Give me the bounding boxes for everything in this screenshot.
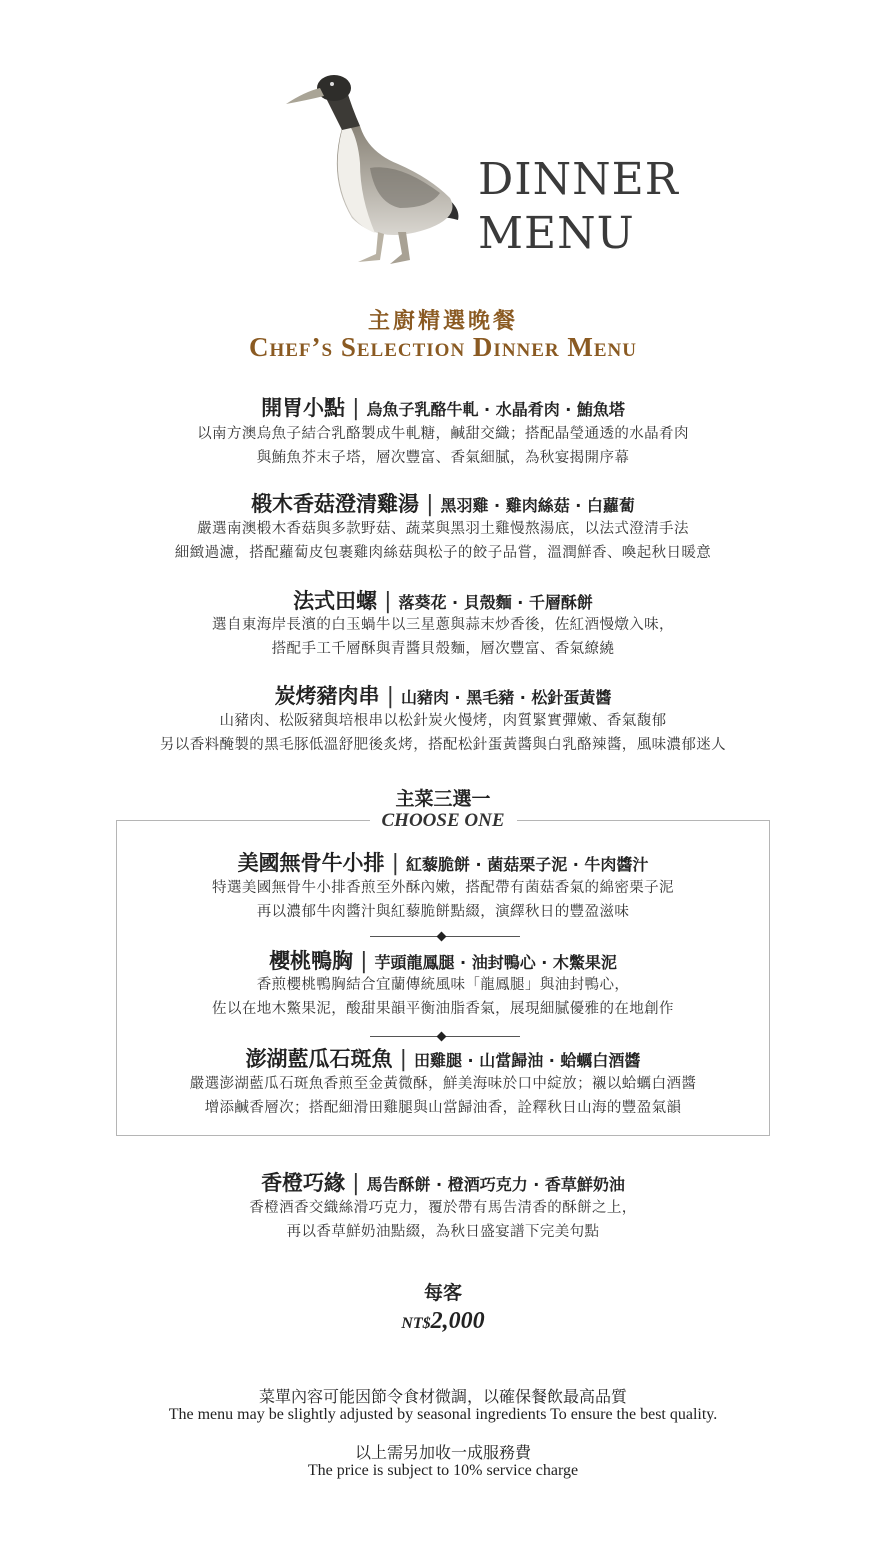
separator: | bbox=[386, 684, 394, 709]
dish-name: 開胃小點 bbox=[261, 396, 346, 420]
course-title bbox=[0, 585, 886, 615]
price-amount: 2,000 bbox=[430, 1308, 485, 1334]
separator: | bbox=[352, 396, 360, 421]
dish-description: 佐以在地木鱉果泥，酸甜果韻平衡油脂香氣，展現細膩優雅的在地創作 bbox=[212, 1001, 674, 1017]
dish-components: 馬告酥餅 · 橙酒巧克力 · 香草鮮奶油 bbox=[366, 1175, 625, 1194]
dish-description: 嚴選南澳椴木香菇與多款野菇、蔬菜與黑羽土雞慢熬湯底，以法式澄清手法 bbox=[197, 521, 689, 537]
course-title bbox=[0, 680, 886, 710]
dish-description: 細緻過濾，搭配蘿蔔皮包裹雞肉絲菇與松子的餃子品嘗，溫潤鮮香、喚起秋日暖意 bbox=[174, 545, 712, 561]
course-title bbox=[0, 488, 886, 518]
subtitle-zh: 主廚精選晚餐 bbox=[367, 309, 518, 334]
dish-description: 與鮪魚芥末子塔，層次豐富、香氣細膩，為秋宴揭開序幕 bbox=[256, 450, 630, 466]
separator: | bbox=[352, 1171, 360, 1196]
dish-description: 以南方澳烏魚子結合乳酪製成牛軋糖，鹹甜交織；搭配晶瑩通透的水晶肴肉 bbox=[197, 426, 689, 442]
dish-components: 芋頭龍鳳腿 · 油封鴨心 · 木鱉果泥 bbox=[374, 953, 617, 972]
title-menu: MENU bbox=[478, 208, 635, 259]
title-dinner: DINNER bbox=[478, 154, 679, 205]
dish-components: 山豬肉 · 黑毛豬 · 松針蛋黃醬 bbox=[400, 688, 612, 707]
dish-components: 紅藜脆餅 · 菌菇栗子泥 · 牛肉醬汁 bbox=[405, 855, 649, 874]
dish-description: 搭配手工千層酥與青醬貝殼麵，層次豐富、香氣繚繞 bbox=[271, 641, 615, 657]
dish-name: 櫻桃鴨胸 bbox=[269, 949, 354, 973]
dish-name: 香橙巧緣 bbox=[261, 1171, 346, 1195]
mains-heading-en-wrap bbox=[0, 810, 886, 832]
dish-description: 增添鹹香層次；搭配細滑田雞腿與山當歸油香，詮釋秋日山海的豐盈氣韻 bbox=[204, 1100, 682, 1116]
dish-description: 特選美國無骨牛小排香煎至外酥內嫩，搭配帶有菌菇香氣的綿密栗子泥 bbox=[212, 880, 674, 896]
separator: | bbox=[426, 492, 434, 517]
price-label: 每客 bbox=[423, 1282, 462, 1304]
course-title bbox=[0, 392, 886, 422]
mains-heading-zh: 主菜三選一 bbox=[395, 788, 491, 810]
duck-illustration bbox=[280, 68, 470, 268]
dish-description: 再以濃郁牛肉醬汁與紅藜脆餅點綴，演繹秋日的豐盈滋味 bbox=[256, 904, 630, 920]
dish-components: 落葵花 · 貝殼麵 · 千層酥餅 bbox=[398, 593, 593, 612]
dish-name: 椴木香菇澄清雞湯 bbox=[251, 492, 420, 516]
dish-name: 法式田螺 bbox=[293, 589, 378, 613]
dish-description: 另以香料醃製的黑毛豚低溫舒肥後炙烤，搭配松針蛋黃醬與白乳酪辣醬，風味濃郁迷人 bbox=[159, 737, 727, 753]
main-title bbox=[0, 945, 886, 975]
dish-components: 烏魚子乳酪牛軋 · 水晶肴肉 · 鮪魚塔 bbox=[366, 400, 625, 419]
price-currency: NT$ bbox=[401, 1315, 431, 1332]
dish-name: 澎湖藍瓜石斑魚 bbox=[245, 1047, 393, 1071]
price-value bbox=[0, 1308, 886, 1335]
dish-description: 選自東海岸長濱的白玉蝸牛以三星蔥與蒜末炒香後，佐紅酒慢燉入味， bbox=[212, 617, 674, 633]
dish-components: 黑羽雞 · 雞肉絲菇 · 白蘿蔔 bbox=[440, 496, 635, 515]
main-title bbox=[0, 1043, 886, 1073]
dish-components: 田雞腿 · 山當歸油 · 蛤蠣白酒醬 bbox=[413, 1051, 641, 1070]
dish-name: 炭烤豬肉串 bbox=[274, 684, 380, 708]
note-adjust-en: The menu may be slightly adjusted by seasonal ingredients To ensure the best quality. bbox=[168, 1406, 718, 1423]
note-adjust-zh: 菜單內容可能因節令食材微調，以確保餐飲最高品質 bbox=[258, 1387, 627, 1406]
dish-description: 嚴選澎湖藍瓜石斑魚香煎至金黃微酥，鮮美海味於口中綻放；襯以蛤蠣白酒醬 bbox=[189, 1076, 697, 1092]
dessert-title bbox=[0, 1167, 886, 1197]
note-service-zh: 以上需另加收一成服務費 bbox=[354, 1443, 531, 1462]
separator: | bbox=[399, 1047, 407, 1072]
main-title bbox=[0, 847, 886, 877]
dish-description: 香煎櫻桃鴨胸結合宜蘭傳統風味「龍鳳腿」與油封鴨心， bbox=[256, 977, 630, 993]
separator: | bbox=[384, 589, 392, 614]
dish-description: 香橙酒香交織絲滑巧克力，覆於帶有馬告清香的酥餅之上， bbox=[249, 1200, 637, 1216]
mains-heading-en: CHOOSE ONE bbox=[370, 810, 517, 831]
subtitle-en: Chef’s Selection Dinner Menu bbox=[248, 332, 637, 362]
note-service-en: The price is subject to 10% service charge bbox=[307, 1462, 579, 1479]
dish-name: 美國無骨牛小排 bbox=[237, 851, 385, 875]
separator: | bbox=[360, 949, 368, 974]
separator: | bbox=[391, 851, 399, 876]
dish-description: 山豬肉、松阪豬與培根串以松針炭火慢烤，肉質緊實彈嫩、香氣馥郁 bbox=[219, 713, 667, 729]
dish-description: 再以香草鮮奶油點綴，為秋日盛宴譜下完美句點 bbox=[286, 1224, 600, 1240]
